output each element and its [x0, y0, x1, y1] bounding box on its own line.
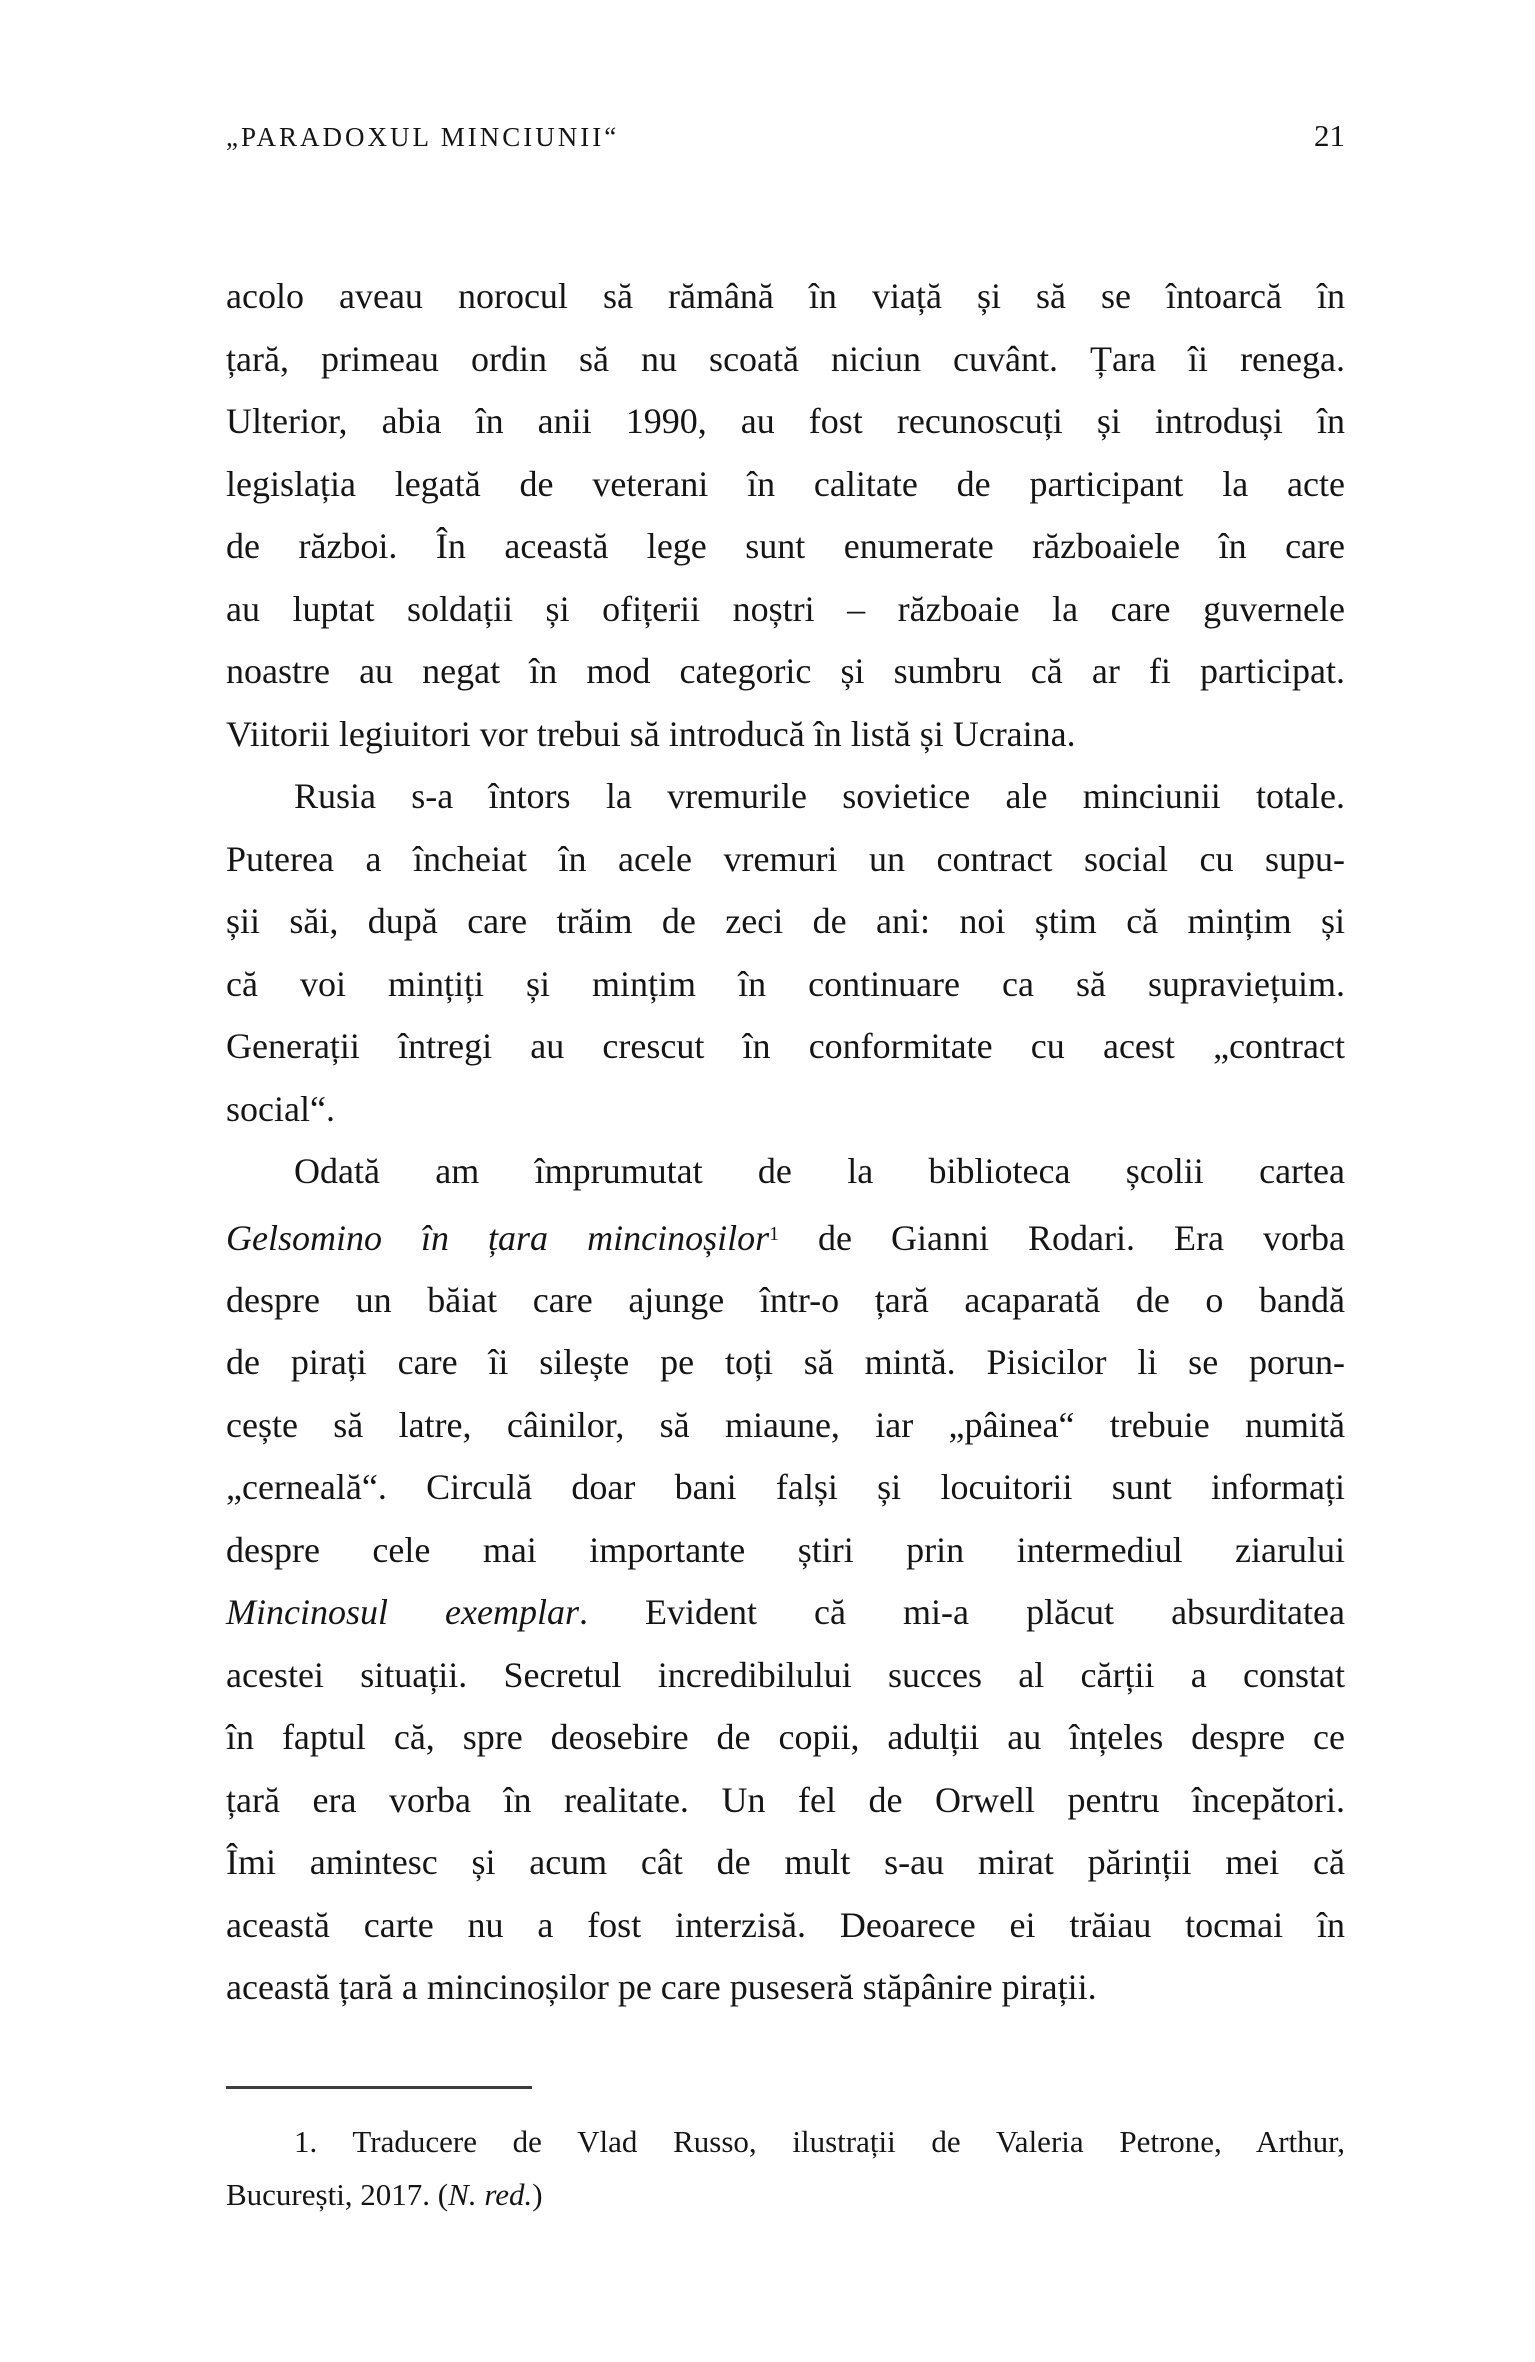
text-line [226, 1894, 1345, 1957]
text-line [226, 1078, 1345, 1141]
text-segment: „cerneală“. Circulă doar bani falși și locuitorii sunt informați [226, 1467, 1345, 1508]
text-line [226, 765, 1345, 828]
text-segment: . Evident că mi-a plăcut absurditatea [578, 1592, 1345, 1633]
text-segment: București, 2017. ( [226, 2177, 449, 2212]
text-segment: 1. Traducere de Vlad Russo, ilustrații de Valeria Petrone, Arthur, [294, 2124, 1345, 2159]
text-segment: Mincinosul exemplar [226, 1592, 579, 1633]
text-line [226, 578, 1345, 641]
text-line [226, 1769, 1345, 1832]
text-segment: ) [532, 2177, 543, 2212]
text-segment: Gelsomino în țara mincinoșilor [226, 1217, 770, 1258]
running-header-title: „PARADOXUL MINCIUNII“ [226, 122, 620, 152]
text-segment: acestei situații. Secretul incredibilului succes al cărții a constat [226, 1654, 1345, 1695]
paragraph [226, 265, 1345, 765]
text-segment: de Gianni Rodari. Era vorba [778, 1217, 1345, 1258]
text-line [226, 1956, 1345, 2019]
text-segment: noastre au negat în mod categoric și sumbru că ar fi participat. [226, 651, 1345, 691]
text-segment: că voi mințiți și mințim în continuare ca să supraviețuim. [226, 963, 1345, 1004]
text-segment: de pirați care îi silește pe toți să mintă. Pisicilor li se porun- [226, 1342, 1345, 1383]
text-segment: această carte nu a fost interzisă. Deoarece ei trăiau tocmai în [226, 1904, 1345, 1945]
text-line [226, 640, 1345, 703]
text-segment: au luptat soldații și ofițerii noștri – războaie la care guvernele [226, 588, 1345, 629]
paragraph [226, 765, 1345, 1140]
text-line [226, 1394, 1345, 1457]
text-line [226, 453, 1345, 516]
text-segment: Ulterior, abia în anii 1990, au fost recunoscuți și introduși în [226, 401, 1345, 441]
text-line [226, 953, 1345, 1016]
text-line [226, 1519, 1345, 1582]
text-line [226, 1331, 1345, 1394]
page-number: 21 [1314, 118, 1345, 153]
text-line [226, 1706, 1345, 1769]
text-segment: Rusia s-a întors la vremurile sovietice ale minciunii totale. [294, 776, 1345, 816]
text-segment: șii săi, după care trăim de zeci de ani: noi știm că mințim și [226, 901, 1345, 941]
running-header [226, 116, 1345, 157]
text-line [226, 1140, 1345, 1203]
text-line [226, 328, 1345, 391]
text-line [226, 1203, 1345, 1269]
text-line [226, 390, 1345, 453]
text-line [226, 2168, 1345, 2221]
text-segment: țară era vorba în realitate. Un fel de Orwell pentru începători. [226, 1779, 1345, 1820]
text-segment: Viitorii legiuitori vor trebui să introducă în listă și Ucraina. [226, 713, 1076, 754]
text-line [226, 1831, 1345, 1894]
text-line [226, 1456, 1345, 1519]
text-segment: cește să latre, câinilor, să miaune, iar „pâinea“ trebuie numită [226, 1404, 1345, 1445]
text-line [226, 1269, 1345, 1332]
paragraph [226, 1140, 1345, 2019]
text-segment: social“. [226, 1088, 335, 1129]
text-segment: această țară a mincinoșilor pe care puseseră stăpânire pirații. [226, 1967, 1097, 2008]
text-line [226, 265, 1345, 328]
text-line [226, 890, 1345, 953]
text-segment: despre cele mai importante știri prin intermediul ziarului [226, 1529, 1345, 1570]
text-line [226, 828, 1345, 891]
body-text [226, 265, 1345, 2019]
text-segment: acolo aveau norocul să rămână în viață și să se întoarcă în [226, 276, 1345, 316]
text-segment: de război. În această lege sunt enumerate războaiele în care [226, 526, 1345, 566]
text-segment: Odată am împrumutat de la biblioteca școlii cartea [294, 1151, 1345, 1191]
text-segment: legislația legată de veterani în calitate de participant la acte [226, 463, 1345, 504]
text-segment: Generații întregi au crescut în conformitate cu acest „contract [226, 1026, 1345, 1066]
footnote-text [226, 2115, 1345, 2221]
text-line [226, 2115, 1345, 2168]
text-segment: N. red. [448, 2177, 533, 2212]
footnote-reference: 1 [769, 1222, 779, 1245]
text-segment: țară, primeau ordin să nu scoată niciun cuvânt. Țara îi renega. [226, 338, 1345, 379]
text-line [226, 1015, 1345, 1078]
text-segment: în faptul că, spre deosebire de copii, adulții au înțeles despre ce [226, 1717, 1345, 1758]
text-line [226, 1644, 1345, 1707]
text-line [226, 703, 1345, 766]
footnote-separator [226, 2086, 532, 2089]
text-segment: Puterea a încheiat în acele vremuri un contract social cu supu- [226, 838, 1345, 879]
text-line [226, 1581, 1345, 1644]
text-segment: despre un băiat care ajunge într-o țară acaparată de o bandă [226, 1279, 1345, 1320]
text-line [226, 515, 1345, 578]
text-segment: Îmi amintesc și acum cât de mult s-au mirat părinții mei că [226, 1842, 1345, 1883]
